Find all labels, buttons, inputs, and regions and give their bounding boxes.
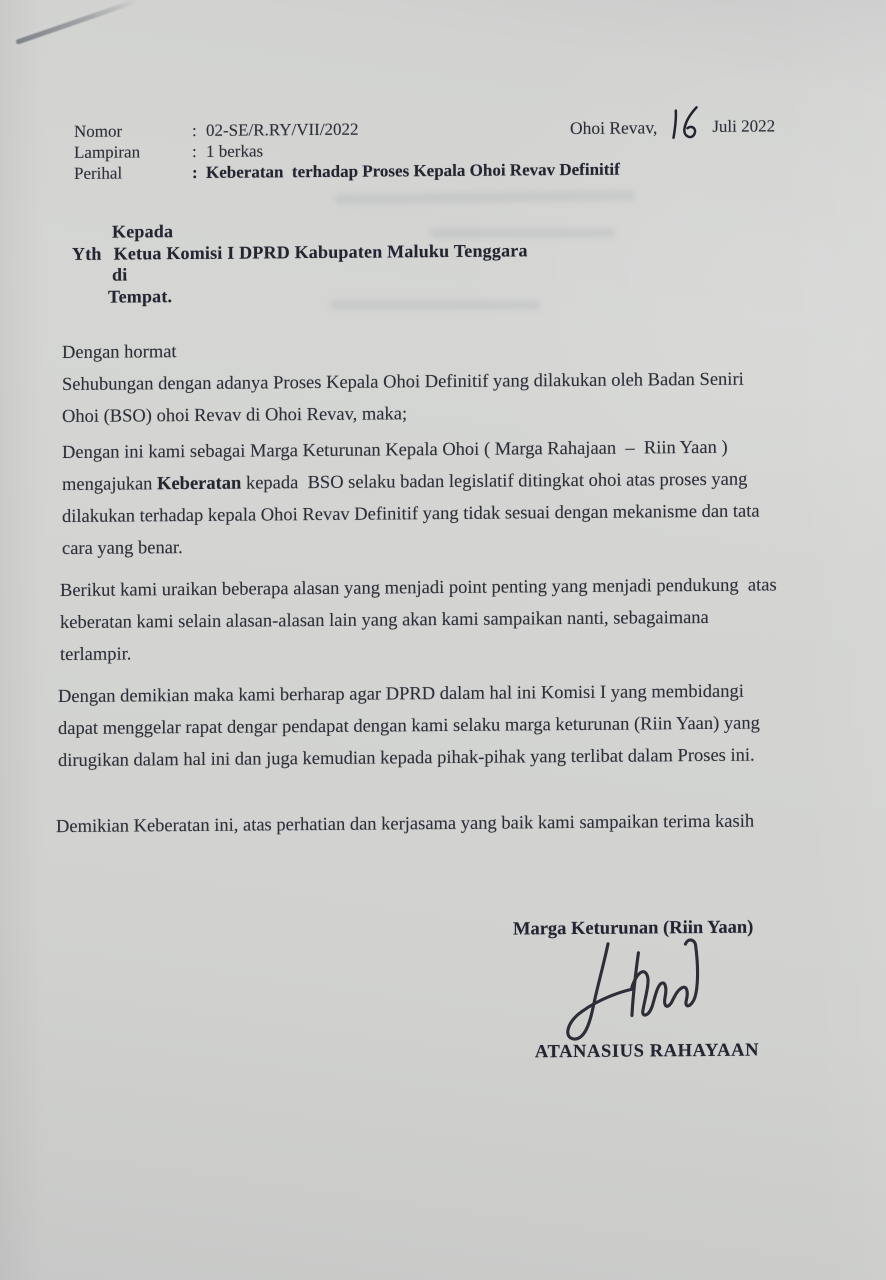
body-line bbox=[60, 601, 777, 639]
meta-value-nomor: 02-SE/R.RY/VII/2022 bbox=[206, 119, 359, 140]
meta-value-lampiran: 1 berkas bbox=[206, 141, 264, 161]
addressee-yth: Yth bbox=[72, 243, 102, 264]
addressee-block bbox=[70, 218, 528, 308]
addressee-recipient: Ketua Komisi I DPRD Kabupaten Maluku Tenggara bbox=[113, 239, 528, 264]
body-line-text: Demikian Keberatan ini, atas perhatian dan kerjasama yang baik kami sampaikan terima kasih bbox=[56, 811, 755, 838]
body-line bbox=[62, 363, 777, 401]
body-line-text: terlampir. bbox=[60, 644, 132, 666]
body-line-text: Ohoi (BSO) ohoi Revav di Ohoi Revav, maka; bbox=[62, 404, 408, 428]
body-line bbox=[58, 739, 777, 777]
body-line-text: keberatan kami selain alasan-alasan lain yang akan kami sampaikan nanti, sebagaimana bbox=[60, 607, 709, 634]
addressee-recipient-row bbox=[70, 240, 528, 265]
meta-colon: : bbox=[192, 141, 197, 161]
addressee-di: di bbox=[112, 264, 128, 285]
dateline bbox=[570, 107, 775, 143]
paragraph-closing bbox=[56, 805, 777, 843]
letter-meta-block bbox=[74, 117, 620, 184]
paragraph bbox=[60, 569, 777, 671]
body-line-text: Dengan demikian maka kami berharap agar DPRD dalam hal ini Komisi I yang membidangi bbox=[58, 681, 744, 708]
body-line-text: dilakukan terhadap kepala Ohoi Revav Definitif yang tidak sesuai dengan mekanisme dan tata bbox=[62, 501, 760, 528]
meta-label: Nomor bbox=[74, 121, 123, 141]
addressee-kepada: Kepada bbox=[112, 221, 174, 242]
body-line bbox=[62, 495, 777, 533]
body-line-text: mengajukan bbox=[62, 474, 158, 496]
meta-row-perihal bbox=[74, 159, 620, 184]
addressee-tempat: Tempat. bbox=[108, 285, 173, 307]
paragraph bbox=[62, 431, 777, 565]
body-line-text: dirugikan dalam hal ini dan juga kemudian kepada pihak-pihak yang terlibat dalam Proses ini. bbox=[58, 745, 755, 772]
body-line-text: Dengan ini kami sebagai Marga Keturunan Kepala Ohoi ( Marga Rahajaan – Riin Yaan ) bbox=[62, 437, 728, 464]
body-line-text: dapat menggelar rapat dengar pendapat dengan kami selaku marga keturunan (Riin Yaan) yang bbox=[58, 713, 760, 740]
handwritten-signature-icon bbox=[549, 933, 761, 1051]
body-line-text: Berikut kami uraikan beberapa alasan yang menjadi point penting yang menjadi pendukung atas bbox=[60, 575, 777, 602]
meta-value-perihal: Keberatan terhadap Proses Kepala Ohoi Revav Definitif bbox=[206, 159, 620, 182]
body-line bbox=[60, 633, 777, 671]
paragraph bbox=[62, 363, 777, 433]
body-line bbox=[62, 395, 777, 433]
meta-colon: : bbox=[192, 120, 197, 140]
body-line-text: Sehubungan dengan adanya Proses Kepala Ohoi Definitif yang dilakukan oleh Badan Seniri bbox=[62, 369, 744, 396]
body-line bbox=[62, 527, 777, 565]
body-line-text: kepada BSO selaku badan legislatif ditingkat ohoi atas proses yang bbox=[241, 469, 748, 494]
meta-label: Perihal bbox=[74, 163, 123, 183]
meta-label: Lampiran bbox=[74, 142, 141, 162]
body-line bbox=[56, 805, 777, 843]
dateline-place: Ohoi Revav, bbox=[569, 117, 658, 139]
dateline-monthyear: Juli 2022 bbox=[712, 116, 776, 136]
meta-colon: : bbox=[192, 162, 198, 182]
paragraph bbox=[58, 675, 777, 777]
body-line-text: cara yang benar. bbox=[62, 538, 183, 560]
signature-group-name: Marga Keturunan (Riin Yaan) bbox=[512, 917, 754, 940]
body-line-bold-text: Keberatan bbox=[157, 473, 242, 495]
letter-body bbox=[56, 331, 777, 843]
signature-block bbox=[513, 917, 781, 1063]
body-line-text: Dengan hormat bbox=[62, 342, 177, 364]
handwritten-day-16-icon bbox=[664, 106, 702, 142]
signatory-name: ATANASIUS RAHAYAAN bbox=[534, 1040, 760, 1063]
